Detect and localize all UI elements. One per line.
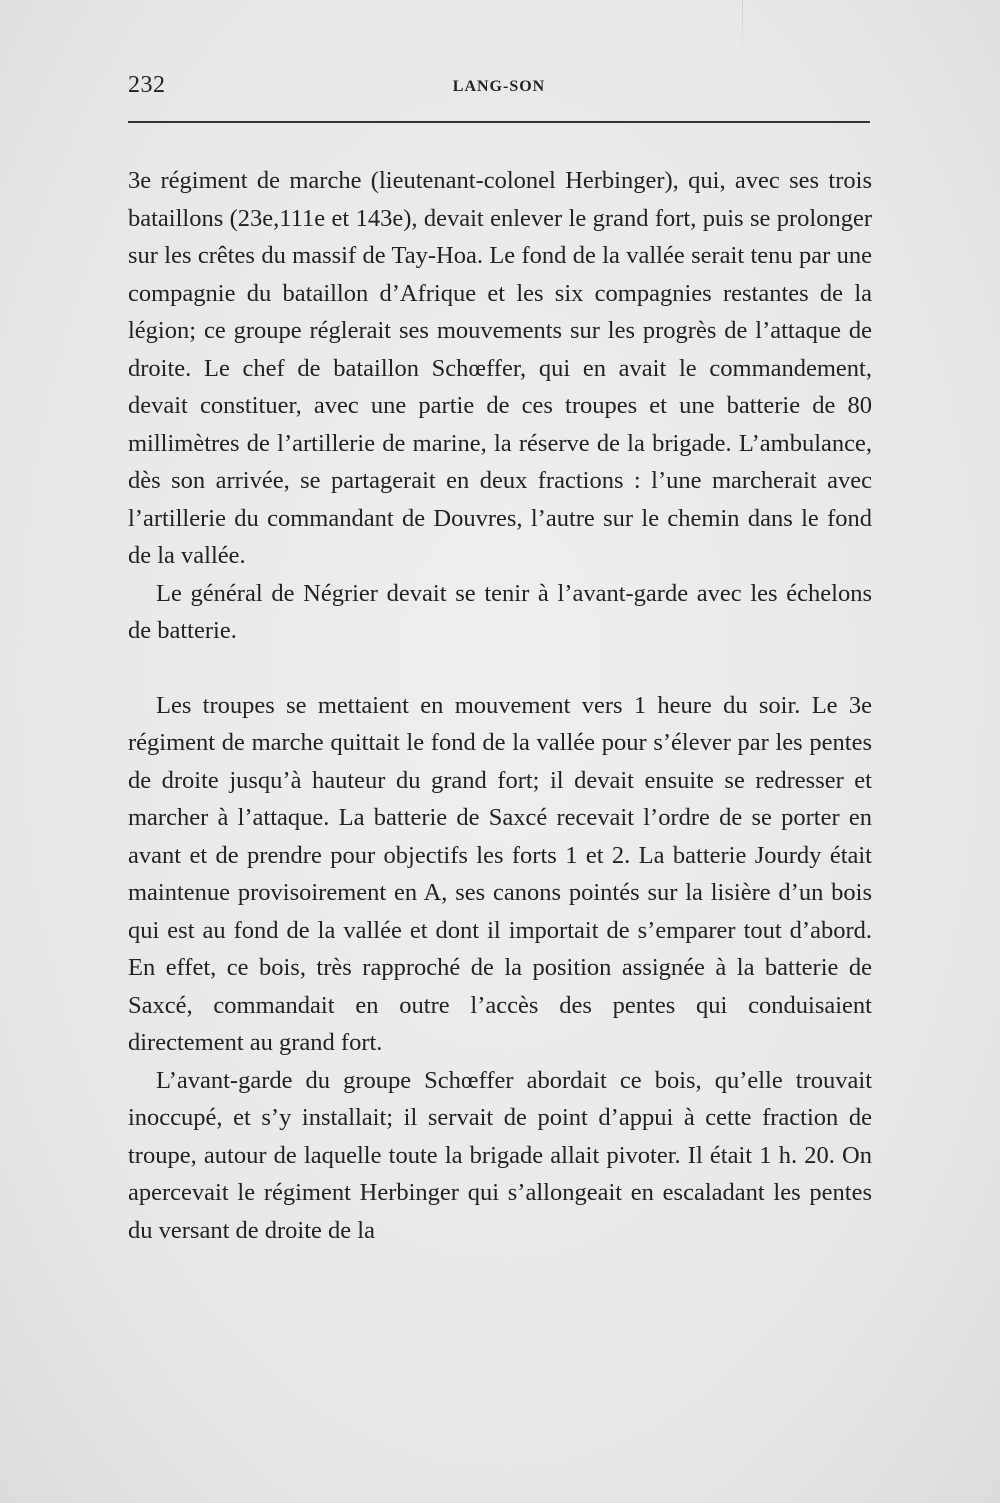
running-head: LANG-SON (452, 78, 546, 95)
paragraph-1: 3e régiment de marche (lieutenant-colonel Herbinger), qui, avec ses trois bataillons (23e,111e et 143e), devait enlever le grand fort, puis se prolonger sur les crêtes du massif de Tay-Hoa. Le fond de la vallée serait tenu par une compagnie du bataillon d’Afrique et les six compagnies restantes de la légion; ce groupe réglerait ses mouvements sur les progrès de l’attaque de droite. Le chef de bataillon Schœffer, qui en avait le commandement, devait constituer, avec une partie de ces troupes et une batterie de 80 millimètres de l’artillerie de marine, la réserve de la brigade. L’ambulance, dès son arrivée, se partagerait en deux fractions : l’une marcherait avec l’artillerie du commandant de Douvres, l’autre sur le chemin dans le fond de la vallée. (128, 167, 872, 569)
page-number: 232 (128, 72, 166, 98)
page-header (128, 72, 870, 102)
page-edge-mark (742, 0, 743, 60)
paragraph-3: Les troupes se mettaient en mouvement vers 1 heure du soir. Le 3e régiment de marche quittait le fond de la vallée pour s’élever par les pentes de droite jusqu’à hauteur du grand fort; il devait ensuite se redresser et marcher à l’attaque. La batterie de Saxcé recevait l’ordre de se porter en avant et de prendre pour objectifs les forts 1 et 2. La batterie Jourdy était maintenue provisoirement en A, ses canons pointés sur la lisière d’un bois qui est au fond de la vallée et dont il importait de s’emparer tout d’abord. En effet, ce bois, très rapproché de la position assignée à la batterie de Saxcé, commandait en outre l’accès des pentes qui conduisaient directement au grand fort. (128, 691, 872, 1056)
body-text (128, 162, 872, 1249)
paragraph-4: L’avant-garde du groupe Schœffer abordait ce bois, qu’elle trouvait inoccupé, et s’y installait; il servait de point d’appui à cette fraction de troupe, autour de laquelle toute la brigade allait pivoter. Il était 1 h. 20. On apercevait le régiment Herbinger qui s’allongeait en escaladant les pentes du versant de droite de la (128, 1066, 872, 1244)
header-rule (128, 121, 870, 123)
section-gap (128, 650, 872, 687)
paragraph-2: Le général de Négrier devait se tenir à l’avant-garde avec les échelons de batterie. (128, 579, 872, 644)
